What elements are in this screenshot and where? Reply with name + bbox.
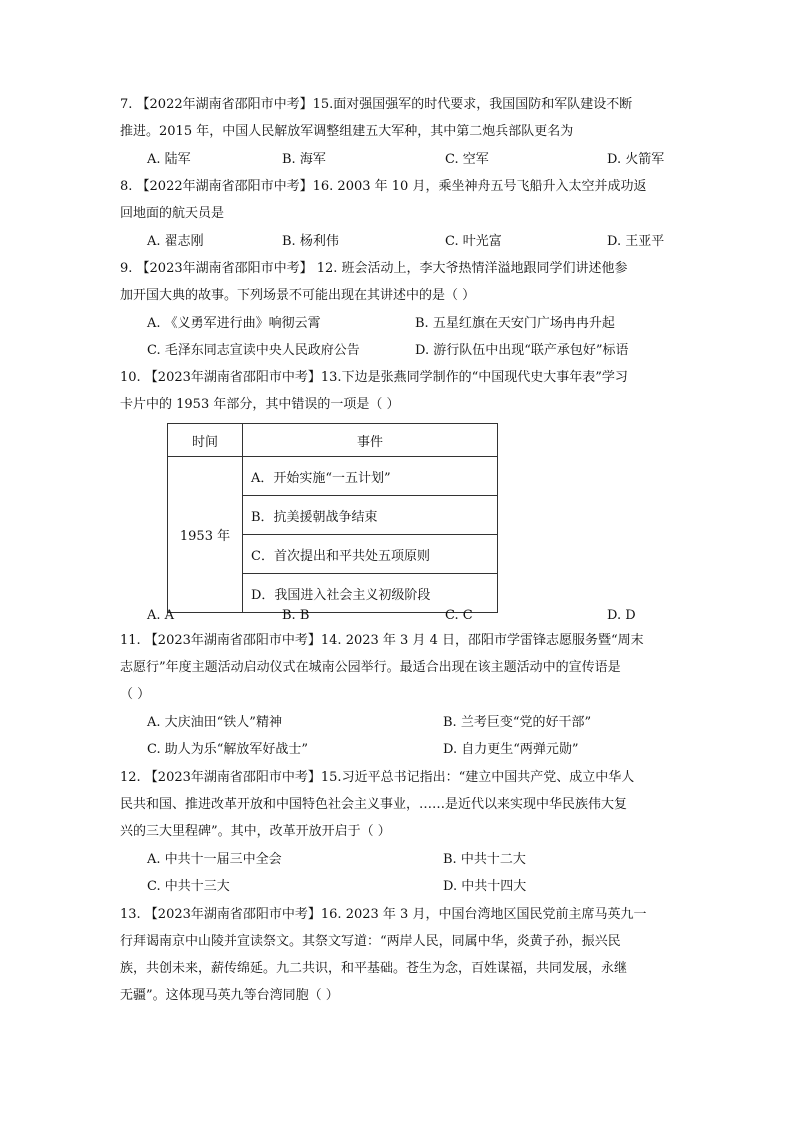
q12-option-d: D. 中共十四大: [443, 879, 527, 894]
q9-option-b: B. 五星红旗在天安门广场冉冉升起: [415, 316, 615, 331]
q11-option-d: D. 自力更生“两弹元勋”: [443, 742, 579, 757]
q13-stem-line-1: 13. 【2023年湖南省邵阳市中考】16. 2023 年 3 月，中国台湾地区国民党前主席马英九一: [120, 907, 647, 922]
table-event-b: B．抗美援朝战争结束: [243, 496, 498, 535]
q9-option-d: D. 游行队伍中出现“联产承包好”标语: [415, 343, 629, 358]
q11-stem-line-1: 11. 【2023年湖南省邵阳市中考】14. 2023 年 3 月 4 日，邵阳市学雷锋志愿服务暨“周末: [120, 633, 644, 648]
q9-stem-line-1: 9. 【2023年湖南省邵阳市中考】 12. 班会活动上，李大爷热情洋溢地跟同学们讲述他参: [120, 261, 628, 276]
q13-stem-line-4: 无疆”。这体现马英九等台湾同胞（ ）: [120, 988, 339, 1003]
q13-stem-line-2: 行拜谒南京中山陵并宣读祭文。其祭文写道：“两岸人民，同属中华，炎黄子孙，振兴民: [120, 934, 621, 949]
q7-option-b: B. 海军: [282, 152, 326, 167]
q12-option-b: B. 中共十二大: [443, 852, 526, 867]
q7-stem-line-1: 7. 【2022年湖南省邵阳市中考】15.面对强国强军的时代要求，我国国防和军队建设不断: [120, 97, 633, 112]
q11-stem-line-3: （ ）: [120, 687, 151, 702]
q7-option-c: C. 空军: [445, 152, 489, 167]
q7-option-a: A. 陆军: [147, 152, 191, 167]
q8-option-c: C. 叶光富: [445, 234, 502, 249]
q10-option-b: B. B: [282, 608, 310, 623]
q9-option-a: A. 《义勇军进行曲》响彻云霄: [147, 316, 321, 331]
history-events-table: [167, 423, 498, 613]
q10-option-d: D. D: [607, 608, 636, 623]
q8-option-a: A. 翟志刚: [147, 234, 204, 249]
q7-stem-line-2: 推进。2015 年，中国人民解放军调整组建五大军种，其中第二炮兵部队更名为: [120, 124, 574, 139]
table-event-c: C．首次提出和平共处五项原则: [243, 535, 498, 574]
q11-stem-line-2: 志愿行”年度主题活动启动仪式在城南公园举行。最适合出现在该主题活动中的宣传语是: [120, 660, 621, 675]
q12-stem-line-1: 12. 【2023年湖南省邵阳市中考】15.习近平总书记指出：“建立中国共产党、成立中华人: [120, 770, 635, 785]
q10-stem-line-1: 10. 【2023年湖南省邵阳市中考】13.下边是张燕同学制作的“中国现代史大事年表”学习: [120, 370, 628, 385]
q10-stem-line-2: 卡片中的 1953 年部分，其中错误的一项是（ ）: [120, 397, 400, 412]
q12-option-a: A. 中共十一届三中全会: [147, 852, 282, 867]
table-header-event: 事件: [243, 424, 498, 457]
table-event-a: A．开始实施“一五计划”: [243, 457, 498, 496]
q8-option-b: B. 杨利伟: [282, 234, 339, 249]
q12-option-c: C. 中共十三大: [147, 879, 230, 894]
q7-option-d: D. 火箭军: [607, 152, 665, 167]
q8-stem-line-1: 8. 【2022年湖南省邵阳市中考】16. 2003 年 10 月，乘坐神舟五号飞船升入太空并成功返: [120, 179, 647, 194]
q13-stem-line-3: 族，共创未来，薪传绵延。九二共识，和平基础。苍生为念，百姓谋福，共同发展，永继: [120, 961, 628, 976]
table-header-time: 时间: [168, 424, 243, 457]
q8-stem-line-2: 回地面的航天员是: [120, 206, 225, 221]
q9-stem-line-2: 加开国大典的故事。下列场景不可能出现在其讲述中的是（ ）: [120, 288, 476, 303]
q11-option-b: B. 兰考巨变“党的好干部”: [443, 715, 592, 730]
q10-option-a: A. A: [147, 608, 175, 623]
q11-option-a: A. 大庆油田“铁人”精神: [147, 715, 282, 730]
q12-stem-line-2: 民共和国、推进改革开放和中国特色社会主义事业，……是近代以来实现中华民族伟大复: [120, 797, 628, 812]
table-year-cell: 1953 年: [168, 457, 243, 613]
q11-option-c: C. 助人为乐“解放军好战士”: [147, 742, 309, 757]
table-event-d: D．我国进入社会主义初级阶段: [243, 574, 498, 613]
q12-stem-line-3: 兴的三大里程碑”。其中，改革开放开启于（ ）: [120, 824, 391, 839]
q9-option-c: C. 毛泽东同志宣读中央人民政府公告: [147, 343, 360, 358]
q10-option-c: C. C: [445, 608, 473, 623]
q8-option-d: D. 王亚平: [607, 234, 665, 249]
